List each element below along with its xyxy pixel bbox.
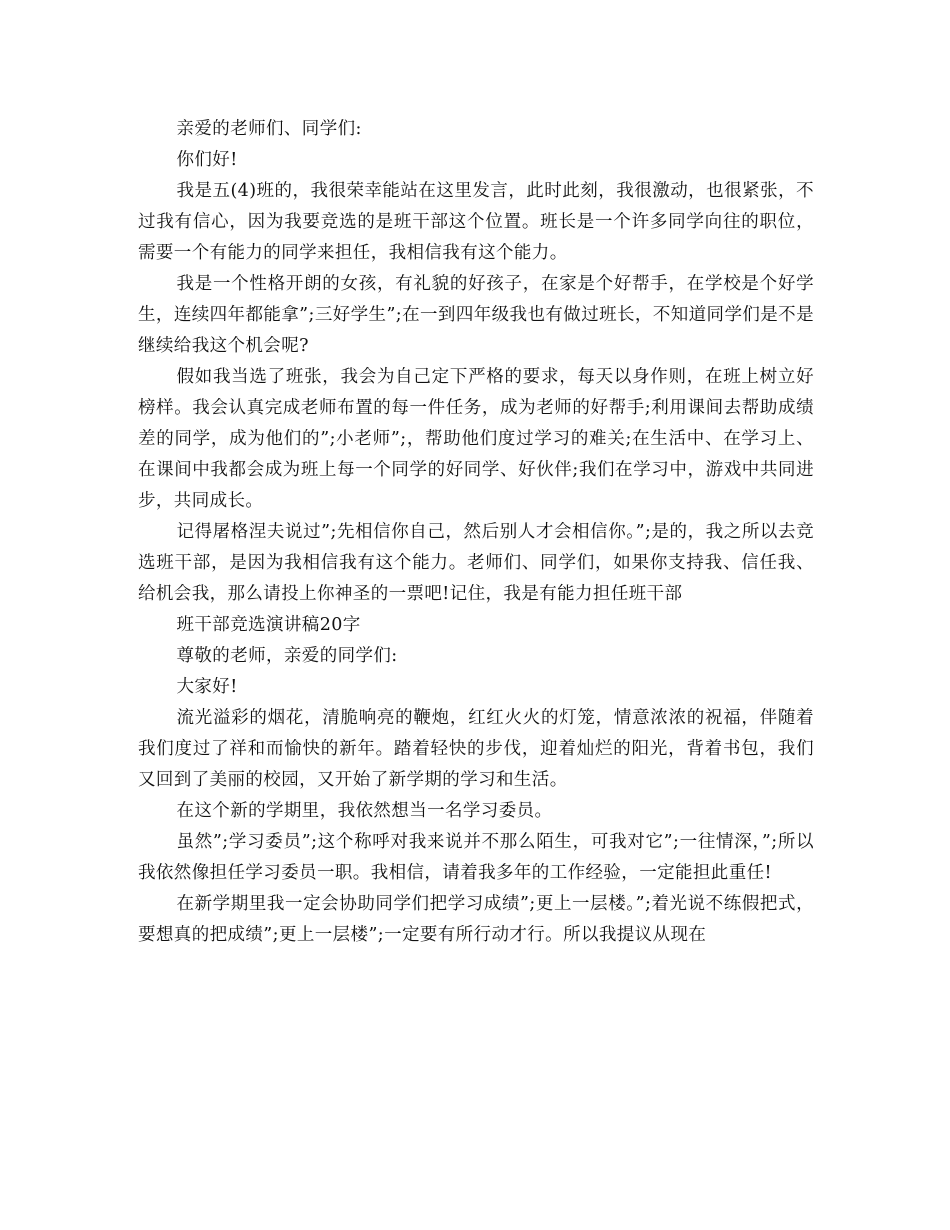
paragraph: 在这个新的学期里，我依然想当一名学习委员。 (176, 801, 553, 821)
paragraph: 你们好! (176, 150, 238, 170)
paragraph: 大家好! (176, 677, 238, 697)
paragraph: 记得屠格涅夫说过”;先相信你自己，然后别人才会相信你。”;是的，我之所以去竞选班干部，是因为我相信我有这个能力。老师们、同学们，如果你支持我、信任我、给机会我，那么请投上你神圣的一票吧!记住，我是有能力担任班干部 (138, 522, 814, 604)
paragraph: 假如我当选了班张，我会为自己定下严格的要求，每天以身作则，在班上树立好榜样。我会认真完成老师布置的每一件任务，成为老师的好帮手;利用课间去帮助成绩差的同学，成为他们的”;小老师”;，帮助他们度过学习的难关;在生活中、在学习上、在课间中我都会成为班上每一个同学的好同学、好伙伴;我们在学习中，游戏中共同进步，共同成长。 (138, 367, 814, 511)
paragraph: 我是五(4)班的，我很荣幸能站在这里发言，此时此刻，我很激动，也很紧张，不过我有信心，因为我要竞选的是班干部这个位置。班长是一个许多同学向往的职位，需要一个有能力的同学来担任，我相信我有这个能力。 (138, 181, 814, 263)
paragraph: 我是一个性格开朗的女孩，有礼貌的好孩子，在家是个好帮手，在学校是个好学生，连续四年都能拿”;三好学生”;在一到四年级我也有做过班长，不知道同学们是不是继续给我这个机会呢? (138, 274, 814, 356)
paragraph: 虽然”;学习委员”;这个称呼对我来说并不那么陌生，可我对它”;一往情深，”;所以我依然像担任学习委员一职。我相信，请着我多年的工作经验，一定能担此重任! (138, 832, 814, 883)
paragraph: 流光溢彩的烟花，清脆响亮的鞭炮，红红火火的灯笼，情意浓浓的祝福，伴随着我们度过了祥和而愉快的新年。踏着轻快的步伐，迎着灿烂的阳光，背着书包，我们又回到了美丽的校园，又开始了新学期的学习和生活。 (138, 708, 814, 790)
paragraph: 亲爱的老师们、同学们: (176, 119, 362, 139)
document-body (138, 114, 814, 951)
section-title: 班干部竞选演讲稿20字 (176, 615, 361, 635)
paragraph: 尊敬的老师，亲爱的同学们: (176, 646, 398, 666)
paragraph: 在新学期里我一定会协助同学们把学习成绩”;更上一层楼。”;着光说不练假把式，要想真的把成绩”;更上一层楼”;一定要有所行动才行。所以我提议从现在 (138, 894, 814, 945)
